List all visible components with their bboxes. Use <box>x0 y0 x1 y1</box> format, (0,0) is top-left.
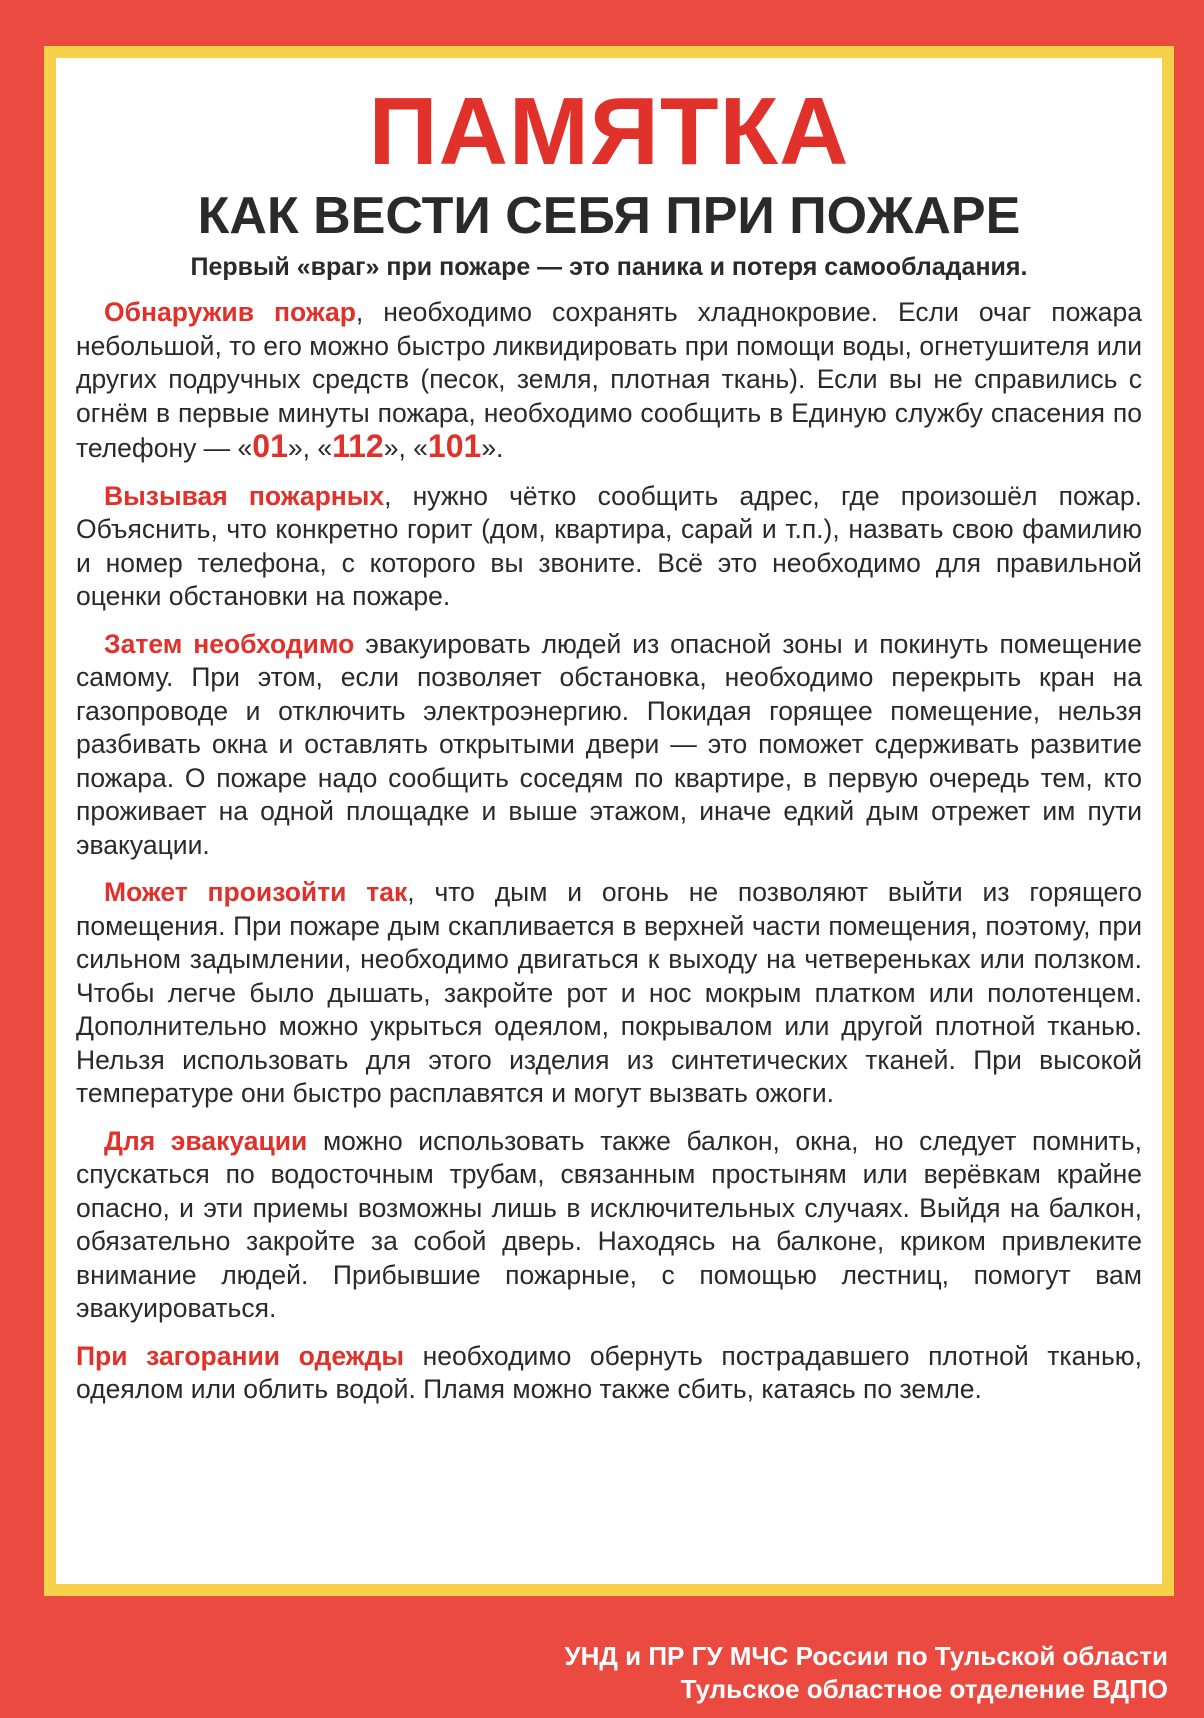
paragraph-heading: Может произойти так <box>104 877 408 907</box>
paragraph-heading: При загорании одежды <box>76 1340 404 1371</box>
paragraph-smoke <box>76 876 1142 1111</box>
phone-number-101: 101 <box>427 428 482 464</box>
paragraph-evacuation-routes <box>76 1125 1142 1326</box>
paragraph-text: , что дым и огонь не позволяют выйти из горящего помещения. При пожаре дым скапливается в верхней части помещения, поэтому, при сильном задымлении, необходимо двигаться к выходу на четвереньках или ползком. Чтобы легче было дышать, закройте рот и нос мокрым платком или полотенцем. Дополнительно можно укрыться одеялом, покрывалом или другой плотной тканью. Нельзя использовать для этого изделия из синтетических тканей. При высокой температуре они быстро расплавятся и могут вызвать ожоги. <box>76 877 1143 1108</box>
phone-number-112: 112 <box>332 428 384 464</box>
paragraph-heading: Обнаружив пожар <box>104 297 356 327</box>
paragraph-text: », « <box>287 433 333 463</box>
paragraph-text: можно использовать также балкон, окна, но следует помнить, спускаться по водосточным трубам, связанным простыням или верёвкам крайне опасно, и эти приемы возможны лишь в исключительных случаях. Выйдя на балкон, обязательно закройте за собой дверь. Находясь на балконе, криком привлеките внимание людей. Прибывшие пожарные, с помощью лестниц, помогут вам эвакуироваться. <box>76 1125 1142 1323</box>
paragraph-text: , нужно чётко сообщить адрес, где произошёл пожар. Объяснить, что конкретно горит (дом, квартира, сарай и т.п.), назвать свою фамилию и номер телефона, с которого вы звоните. Всё это необходимо для правильной оценки обстановки на пожаре. <box>76 480 1142 611</box>
page-subtitle: КАК ВЕСТИ СЕБЯ ПРИ ПОЖАРЕ <box>197 187 1021 245</box>
footer-line-authority: УНД и ПР ГУ МЧС России по Тульской области <box>564 1641 1168 1671</box>
memo-body <box>76 296 1142 1421</box>
paragraph-text: необходимо обернуть пострадавшего плотной тканью, одеялом или облить водой. Пламя можно также сбить, катаясь по земле. <box>76 1340 1142 1404</box>
paragraph-evacuate-people <box>76 628 1142 863</box>
paragraph-heading: Для эвакуации <box>104 1125 308 1156</box>
paragraph-text: », « <box>383 433 428 463</box>
footer-line-branch: Тульское областное отделение ВДПО <box>680 1674 1168 1704</box>
paragraph-text: ». <box>481 433 504 463</box>
lead-sentence: Первый «враг» при пожаре — это паника и потеря самообладания. <box>190 253 1028 281</box>
paragraph-text: , необходимо сохранять хладнокровие. Если очаг пожара небольшой, то его можно быстро ликвидировать при помощи воды, огнетушителя или других подручных средств (песок, земля, плотная ткань). Если вы не справились с огнём в первые минуты пожара, необходимо сообщить в Единую службу спасения по телефону — « <box>76 297 1142 463</box>
paragraph-text: эвакуировать людей из опасной зоны и покинуть помещение самому. При этом, если позволяет обстановка, необходимо перекрыть кран на газопроводе и отключить электроэнергию. Покидая горящее помещение, нельзя разбивать окна и оставлять открытыми двери — это поможет сдерживать развитие пожара. О пожаре надо сообщить соседям по квартире, в первую очередь тем, кто проживает на одной площадке и выше этажом, иначе едкий дым отрежет им пути эвакуации. <box>76 628 1142 860</box>
footer-publisher <box>564 1640 1168 1706</box>
content-panel <box>56 58 1162 1584</box>
paragraph-clothing-fire <box>76 1340 1142 1407</box>
paragraph-calling-firefighters <box>76 480 1142 614</box>
phone-number-01: 01 <box>252 428 288 464</box>
page-title: ПАМЯТКА <box>368 78 850 185</box>
paragraph-heading: Затем необходимо <box>104 628 355 659</box>
paragraph-detect-fire <box>76 296 1142 466</box>
paragraph-heading: Вызывая пожарных <box>104 480 385 511</box>
